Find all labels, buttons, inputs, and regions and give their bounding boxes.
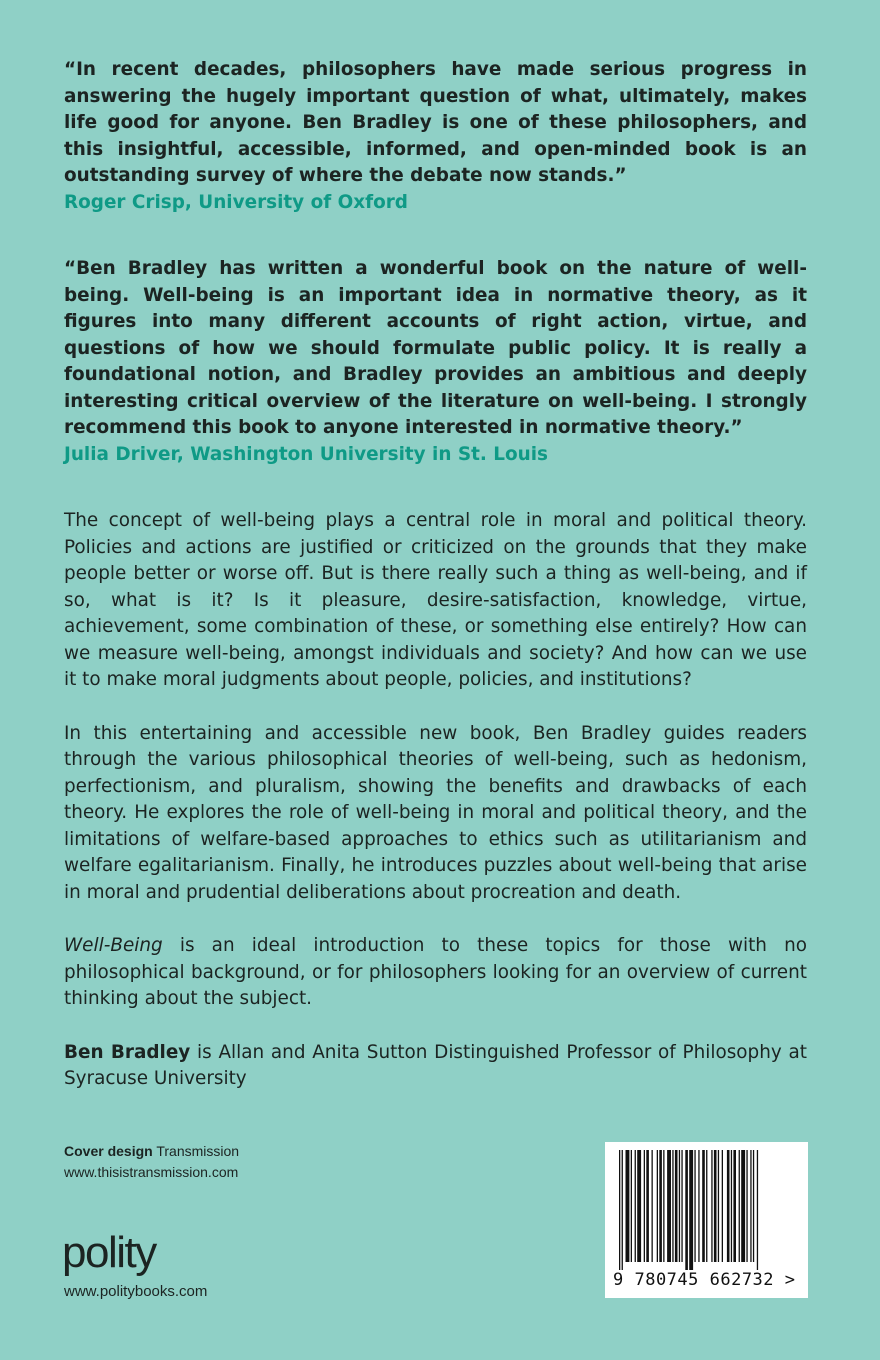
polity-logo: polity [62, 1228, 156, 1277]
barcode-bar [685, 1150, 688, 1270]
barcode-bar [753, 1150, 754, 1262]
barcode-bar [694, 1150, 695, 1262]
barcode-bar [659, 1150, 662, 1262]
endorsement-quote-1: “In recent decades, philosophers have made serious progress in answering the hugely important question of what, ultimately, makes life good for anyone. Ben Bradley is one of these philosophers, and this insightful, accessible, informed, and open-minded book is an outstanding survey of where the debate now stands.” [64, 59, 807, 186]
barcode-bar [631, 1150, 632, 1262]
barcode-bar [635, 1150, 636, 1262]
barcode-bar [706, 1150, 707, 1262]
cover-design-credit [64, 1141, 239, 1183]
barcode-bar [711, 1150, 712, 1262]
cover-designer: Transmission [152, 1143, 240, 1159]
barcode-bar [679, 1150, 680, 1262]
barcode-bar [681, 1150, 682, 1262]
barcode-bar [722, 1150, 723, 1262]
barcode-bar [689, 1150, 693, 1270]
endorsement-author-1: Roger Crisp, University of Oxford [64, 191, 408, 213]
cover-design-label: Cover design [64, 1143, 153, 1159]
author-bio-text: is Allan and Anita Sutton Distinguished Professor of Philosophy at Syracuse University [64, 1041, 807, 1089]
barcode-bar [626, 1150, 630, 1262]
author-name: Ben Bradley [64, 1041, 191, 1063]
barcode-bar [675, 1150, 678, 1262]
barcode-bar [657, 1150, 658, 1262]
designer-url: www.thisistransmission.com [64, 1164, 239, 1180]
barcode-bar [637, 1150, 641, 1262]
isbn-number: 9 780745 662732 > [613, 1270, 796, 1290]
barcode-bar [622, 1150, 623, 1270]
author-bio [64, 1040, 807, 1093]
barcode-bar [733, 1150, 736, 1262]
barcode-bar [727, 1150, 730, 1262]
barcode-bar [698, 1150, 699, 1262]
description-paragraph-1: The concept of well-being plays a central role in moral and political theory. Policies and actions are justified or criticized on the grounds that they make people better or worse off. But is there really such a thing as well-being, and if so, what is it? Is it pleasure, desire-satisfaction, knowledge, virtue, achievement, some combination of these, or something else entirely? How can we measure well-being, amongst individuals and society? And how can we use it to make moral judgments about people, policies, and institutions? [64, 510, 807, 690]
endorsement-author-2: Julia Driver, Washington University in St. Louis [64, 443, 548, 465]
barcode-bar [652, 1150, 653, 1262]
barcode-bar [667, 1150, 671, 1262]
barcode-bar [619, 1150, 620, 1270]
barcode-bar [672, 1150, 673, 1262]
barcode-bar [718, 1150, 719, 1262]
description-paragraph-3-text: is an ideal introduction to these topics for those with no philosophical background, or for philosophers looking for an overview of current thinking about the subject. [64, 935, 807, 1009]
barcode-bar [646, 1150, 649, 1262]
barcode-bar [750, 1150, 751, 1262]
barcode-bar [714, 1150, 717, 1262]
barcode [605, 1142, 808, 1298]
barcode-bars [605, 1142, 808, 1272]
barcode-bar [663, 1150, 664, 1262]
back-cover-text [64, 57, 807, 1093]
description-paragraph-2: In this entertaining and accessible new book, Ben Bradley guides readers through the various philosophical theories of well-being, such as hedonism, perfectionism, and pluralism, showing the benefits and drawbacks of each theory. He explores the role of well-being in moral and political theory, and the limitations of welfare-based approaches to ethics such as utilitarianism and welfare egalitarianism. Finally, he introduces puzzles about well-being that arise in moral and prudential deliberations about procreation and death. [64, 722, 807, 903]
endorsement-quote-2: “Ben Bradley has written a wonderful book on the nature of well-being. Well-being is an important idea in normative theory, as it figures into many different accounts of right action, virtue, and questions of how we should formulate public policy. It is really a foundational notion, and Bradley provides an ambitious and deeply interesting critical overview of the literature on well-being. I strongly recommend this book to anyone interested in normative theory.” [64, 258, 807, 438]
description-paragraph-3 [64, 933, 807, 1013]
barcode-bar [757, 1150, 758, 1270]
barcode-bar [644, 1150, 645, 1262]
barcode-bar [741, 1150, 745, 1262]
barcode-bar [746, 1150, 747, 1262]
book-title: Well-Being [64, 935, 163, 956]
barcode-bar [702, 1150, 705, 1262]
barcode-bar [739, 1150, 740, 1262]
publisher-url: www.politybooks.com [64, 1283, 208, 1300]
barcode-bar [731, 1150, 732, 1262]
